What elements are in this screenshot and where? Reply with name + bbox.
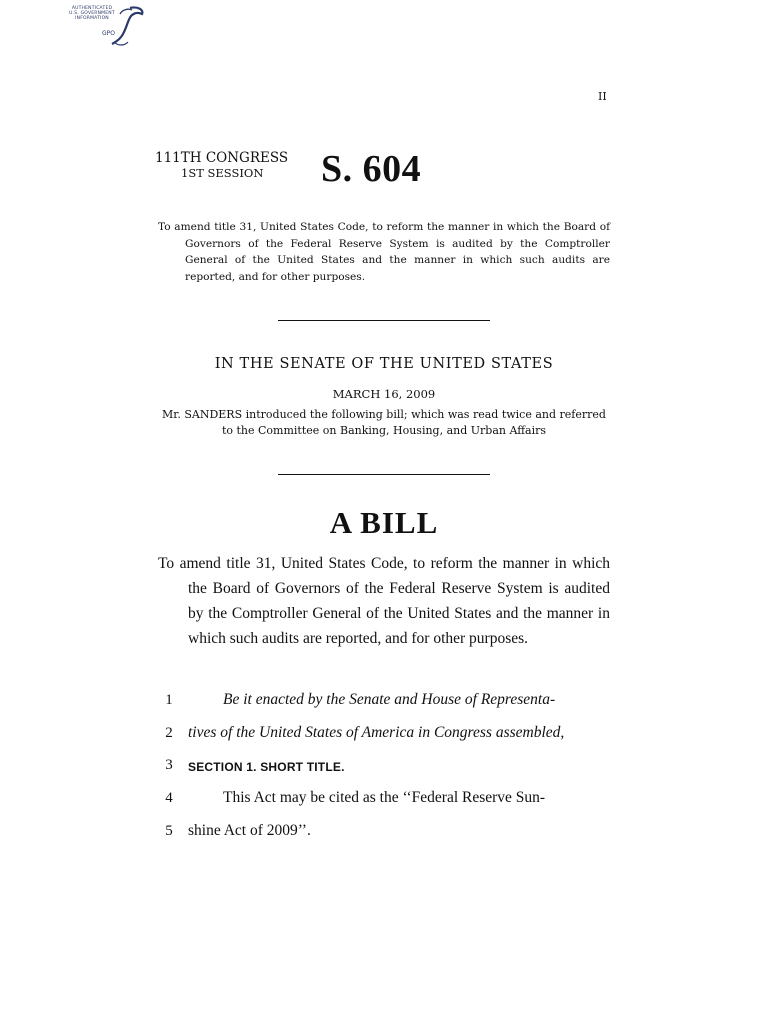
logo-agency: GPO xyxy=(102,30,115,37)
congress-label: 111TH CONGRESS xyxy=(155,150,289,166)
logo-line: INFORMATION xyxy=(75,16,109,21)
gpo-authentication-logo xyxy=(62,4,146,46)
line-number: 4 xyxy=(165,790,173,806)
logo-line: U.S. GOVERNMENT xyxy=(69,11,115,16)
chamber-heading: IN THE SENATE OF THE UNITED STATES xyxy=(214,356,554,372)
purpose-full: To amend title 31, United States Code, to reform the manner in which the Board of Governors of the Federal Reserve System is audited by the Comptroller General of the United States and the manner in which such audits are reported, and for other purposes. xyxy=(158,555,610,647)
line-number: 3 xyxy=(165,757,173,773)
line-number: 2 xyxy=(165,725,173,741)
introduction-date: MARCH 16, 2009 xyxy=(332,387,436,401)
enacting-clause-line: Be it enacted by the Senate and House of Representa- xyxy=(223,691,556,708)
page-identifier: II xyxy=(598,90,607,103)
document-title: A BILL xyxy=(329,505,439,540)
logo-line: AUTHENTICATED xyxy=(71,6,113,11)
eagle-icon xyxy=(100,4,146,48)
introduction-statement: Mr. SANDERS introduced the following bill; which was read twice and referred to the Committee on Banking, Housing, and Urban Affairs xyxy=(162,408,606,437)
bill-number: S. 604 xyxy=(321,148,422,190)
section-text-line: This Act may be cited as the ‘‘Federal Reserve Sun- xyxy=(223,789,546,806)
enacting-clause-line: tives of the United States of America in Congress assembled, xyxy=(188,724,565,741)
line-number: 1 xyxy=(165,692,173,708)
section-heading: SECTION 1. SHORT TITLE. xyxy=(188,760,345,774)
section-text-line: shine Act of 2009’’. xyxy=(188,822,311,839)
divider-rule xyxy=(278,474,490,475)
divider-rule xyxy=(278,320,490,321)
line-number: 5 xyxy=(165,823,173,839)
session-label: 1ST SESSION xyxy=(181,166,264,180)
purpose-short: To amend title 31, United States Code, to reform the manner in which the Board of Governors of the Federal Reserve System is audited by the Comptroller General of the United States and the manner in which such audits are reported, and for other purposes. xyxy=(158,221,610,283)
